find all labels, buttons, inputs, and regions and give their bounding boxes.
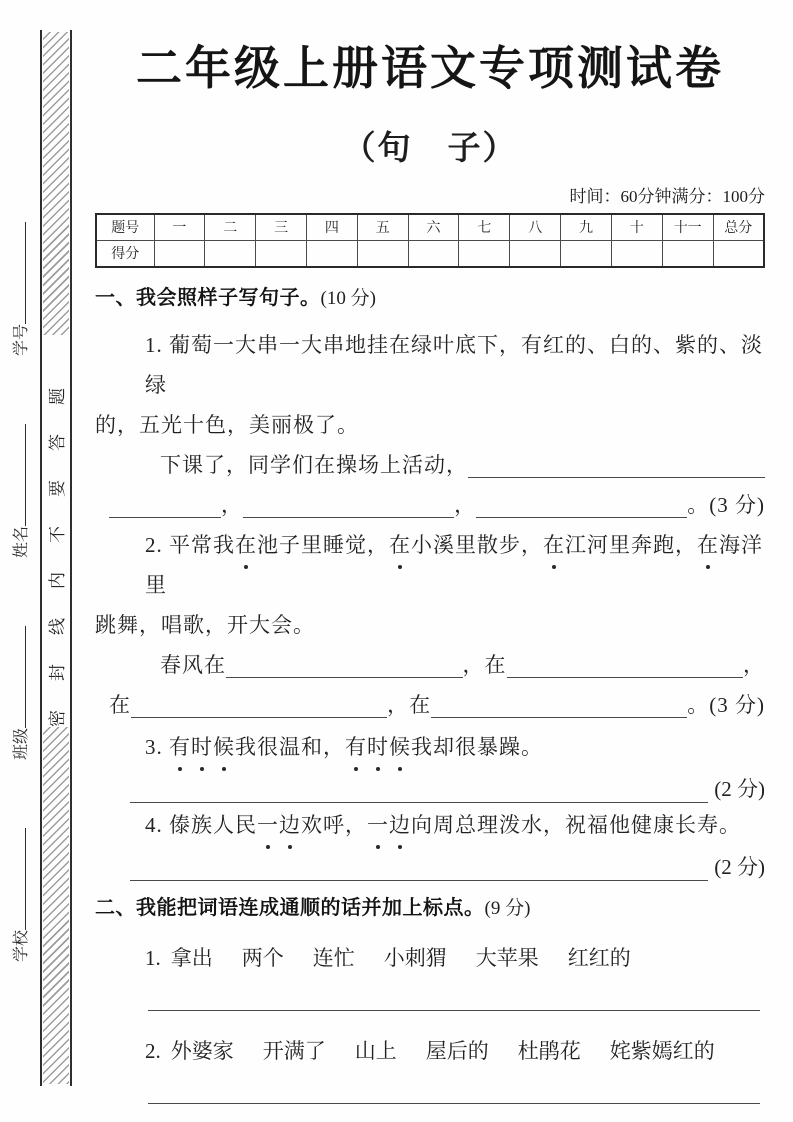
answer-blank: [476, 485, 687, 518]
emphasized-char: 时: [367, 727, 389, 767]
answer-blank: [148, 1010, 760, 1011]
answer-blank: [507, 645, 744, 678]
word-item: 开满了: [262, 1038, 326, 1063]
score-table-cell: [611, 240, 662, 267]
score-table-cell: 十: [611, 214, 662, 241]
word-list: [171, 946, 660, 970]
word-item: 大苹果: [475, 945, 539, 970]
score-table-cell: [561, 240, 612, 267]
student-field-学校: [9, 828, 34, 962]
answer-blank: [131, 685, 387, 718]
score-table-cell: 一: [154, 214, 205, 241]
score-table-cell: 九: [561, 214, 612, 241]
answer-blank: [130, 854, 708, 881]
score-table-cell: 得分: [96, 240, 154, 267]
score-table-cell: 七: [459, 214, 510, 241]
answer-blank: [226, 645, 463, 678]
score-table-cell: [306, 240, 357, 267]
question-1-line-2: 的，五光十色，美丽极了。: [95, 412, 359, 437]
period: 。: [687, 492, 710, 517]
period: 。: [687, 692, 710, 717]
question-4-text: 4. 傣族人民一边欢呼，一边向周总理泼水，祝福他健康长寿。: [95, 805, 765, 845]
emphasized-char: 在: [389, 525, 411, 565]
student-field-学号: [9, 222, 34, 356]
student-info-fields: [9, 162, 34, 962]
emphasized-char: 有: [345, 727, 367, 767]
page-title: 二年级上册语文专项测试卷: [136, 43, 724, 94]
section-one-title: 一、我会照样子写句子。: [95, 286, 321, 309]
question-4-points: (2 分): [714, 854, 765, 879]
score-table-cell: 题号: [96, 214, 154, 241]
score-table-cell: 四: [306, 214, 357, 241]
score-table-cell: 十一: [662, 214, 713, 241]
emphasized-char: 在: [543, 525, 565, 565]
question-1-answer-line-2: [95, 485, 765, 525]
student-field-label: 姓名: [13, 525, 30, 558]
section-one-score: (10 分): [320, 287, 376, 309]
score-table-cell: [357, 240, 408, 267]
score-table-score-row: [96, 240, 764, 267]
word-item: 山上: [354, 1038, 397, 1063]
word-item: 连忙: [312, 945, 355, 970]
word-item: 姹紫嫣红的: [609, 1038, 715, 1063]
score-table-cell: [713, 240, 764, 267]
section-two-title: 二、我能把词语连成通顺的话并加上标点。: [95, 896, 485, 919]
answer-blank: [109, 485, 221, 518]
question-1-answer-line-1: [95, 445, 765, 485]
answer-blank: [148, 1103, 760, 1104]
emphasized-char: 边: [279, 805, 301, 845]
student-field-姓名: [9, 424, 34, 558]
question-1-points: (3 分): [709, 492, 765, 517]
comma-zai: ，在: [387, 692, 432, 717]
word-item: 杜鹃花: [517, 1038, 581, 1063]
score-table-cell: [408, 240, 459, 267]
emphasized-char: 在: [235, 525, 257, 565]
emphasized-char: 边: [389, 805, 411, 845]
student-field-blank: [9, 626, 26, 728]
answer-blank: [431, 685, 687, 718]
score-table-cell: [205, 240, 256, 267]
word-item: 小刺猬: [383, 945, 447, 970]
emphasized-char: 在: [697, 525, 719, 565]
student-field-label: 学号: [13, 323, 30, 356]
seal-border-line-left: [40, 30, 42, 1086]
answer-blank: [243, 485, 454, 518]
exam-content: [95, 40, 765, 1104]
student-field-blank: [9, 424, 26, 526]
emphasized-char: 一: [257, 805, 279, 845]
question-4-answer-line: [95, 853, 765, 881]
score-table-header-row: [96, 214, 764, 241]
word-item: 红红的: [567, 945, 631, 970]
emphasized-char: 候: [389, 727, 411, 767]
answer-prefix: 春风在: [160, 652, 226, 677]
emphasized-char: 有: [169, 727, 191, 767]
question-1-line-1: 1. 葡萄一大串一大串地挂在绿叶底下，有红的、白的、紫的、淡绿: [145, 332, 763, 397]
emphasized-char: 一: [367, 805, 389, 845]
question-2-answer-line-2: [95, 685, 765, 725]
time-and-total-score: 时间：60分钟满分：100分: [569, 186, 765, 206]
emphasized-char: 时: [191, 727, 213, 767]
score-table-cell: [510, 240, 561, 267]
word-item: 外婆家: [170, 1038, 234, 1063]
score-table-cell: [459, 240, 510, 267]
question-2-line-1: 2. 平常我在池子里睡觉，在小溪里散步，在江河里奔跑，在海洋里: [95, 525, 765, 605]
answer-prefix: 下课了，同学们在操场上活动，: [160, 452, 468, 477]
word-item: 屋后的: [425, 1038, 489, 1063]
section-two-question-2: [95, 1031, 765, 1071]
score-table-cell: 八: [510, 214, 561, 241]
seal-border-line-right: [70, 30, 72, 1086]
section-one-heading: [95, 285, 765, 312]
score-table-cell: 总分: [713, 214, 764, 241]
section-two-heading: [95, 895, 765, 922]
question-2-line-2: 跳舞，唱歌，开大会。: [95, 612, 315, 637]
word-item: 拿出: [170, 945, 213, 970]
page-subtitle: （句 子）: [342, 130, 518, 167]
comma-zai: ，在: [462, 652, 507, 677]
question-3-answer-line: [95, 775, 765, 803]
answer-prefix: 在: [109, 692, 131, 717]
seal-line-text: 密封线内不要答题: [48, 359, 67, 727]
comma: ，: [454, 492, 477, 517]
student-field-label: 学校: [13, 929, 30, 962]
score-table-cell: [662, 240, 713, 267]
score-table-cell: 五: [357, 214, 408, 241]
question-number: 2.: [145, 1038, 161, 1063]
score-table-cell: 六: [408, 214, 459, 241]
word-list: [171, 1039, 744, 1063]
question-3-text: 3. 有时候我很温和，有时候我却很暴躁。: [95, 727, 765, 767]
answer-blank: [468, 445, 765, 478]
question-2-answer-line-1: [95, 645, 765, 685]
hatch-pattern-top: [43, 32, 69, 335]
score-table: [95, 213, 765, 268]
student-field-blank: [9, 222, 26, 324]
student-field-label: 班级: [13, 727, 30, 760]
comma: ，: [743, 652, 765, 677]
question-number: 1.: [145, 945, 161, 970]
answer-blank: [130, 776, 708, 803]
word-item: 两个: [241, 945, 284, 970]
comma: ，: [221, 492, 243, 517]
student-field-班级: [9, 626, 34, 760]
question-3-points: (2 分): [714, 776, 765, 801]
hatch-pattern-bottom: [43, 727, 69, 1084]
score-table-cell: [256, 240, 307, 267]
section-two-question-1: [95, 938, 765, 978]
section-two-score: (9 分): [484, 897, 531, 919]
score-table-cell: 三: [256, 214, 307, 241]
emphasized-char: 候: [213, 727, 235, 767]
student-field-blank: [9, 828, 26, 930]
question-2-points: (3 分): [709, 692, 765, 717]
score-table-cell: [154, 240, 205, 267]
score-table-cell: 二: [205, 214, 256, 241]
